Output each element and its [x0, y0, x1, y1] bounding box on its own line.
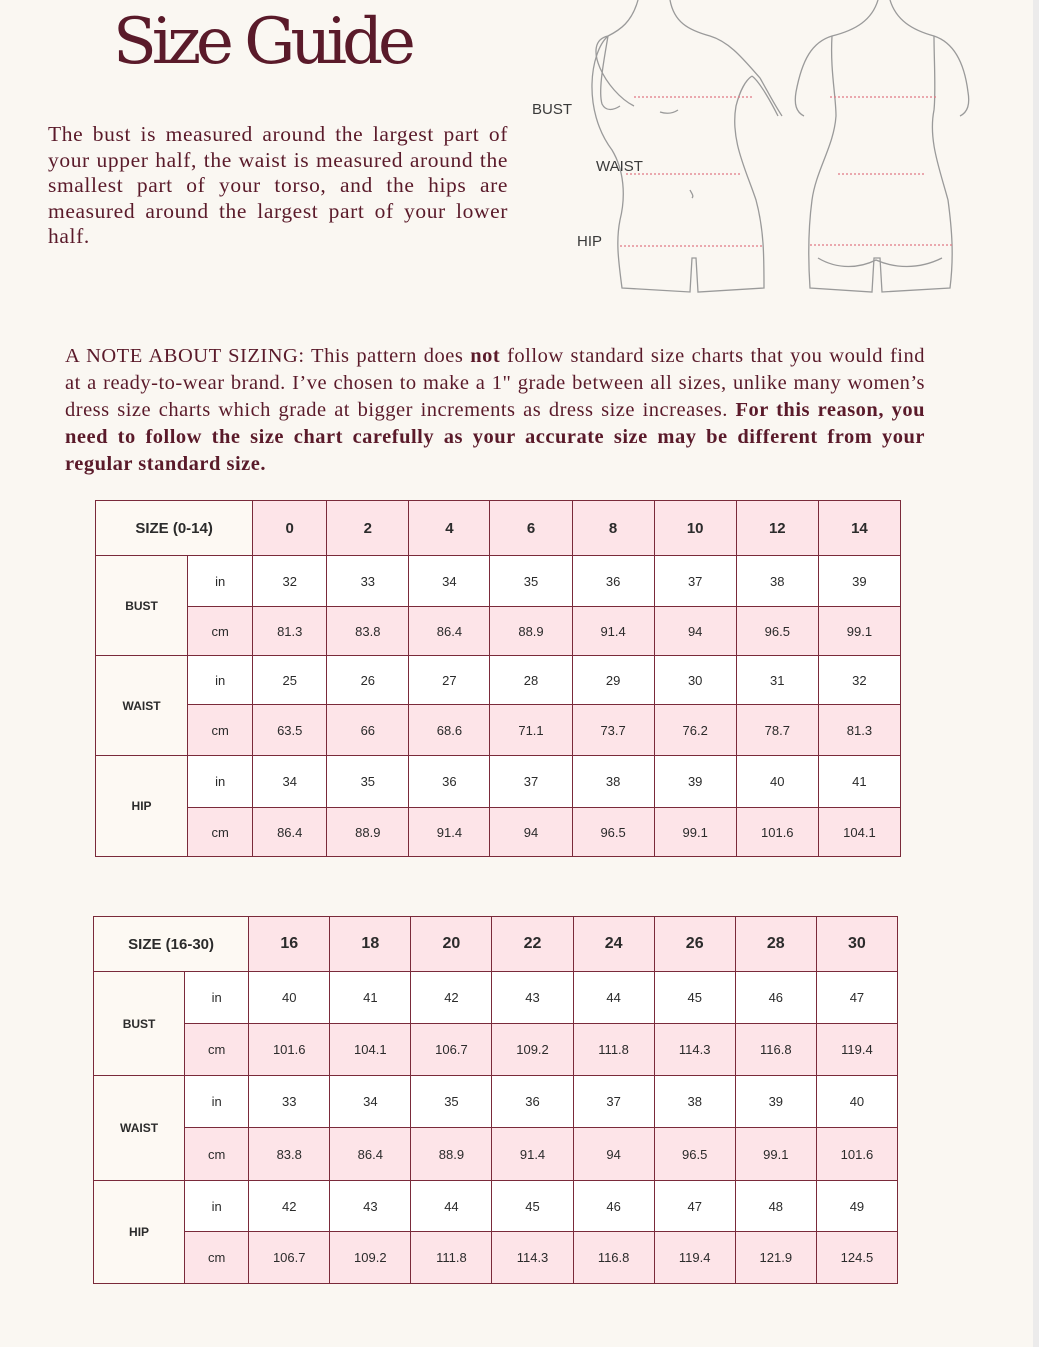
- table-cell: 119.4: [816, 1024, 897, 1076]
- table-cell: 91.4: [492, 1128, 573, 1181]
- table-cell: 81.3: [818, 705, 900, 756]
- unit-label: cm: [185, 1232, 249, 1284]
- back-silhouette: [795, 0, 968, 292]
- table-cell: 86.4: [330, 1128, 411, 1181]
- table-cell: 40: [736, 756, 818, 808]
- table-cell: 35: [327, 756, 409, 808]
- table-cell: 32: [818, 656, 900, 705]
- size-header: 10: [654, 501, 736, 556]
- table-cell: 45: [654, 972, 735, 1024]
- table-cell: 114.3: [654, 1024, 735, 1076]
- table-cell: 25: [253, 656, 327, 705]
- table-cell: 46: [573, 1181, 654, 1232]
- table-cell: 30: [654, 656, 736, 705]
- table-cell: 68.6: [409, 705, 490, 756]
- table-cell: 106.7: [411, 1024, 492, 1076]
- table-cell: 38: [736, 556, 818, 607]
- table-cell: 88.9: [411, 1128, 492, 1181]
- table-cell: 39: [654, 756, 736, 808]
- table-cell: 88.9: [327, 808, 409, 857]
- table-cell: 33: [249, 1076, 330, 1128]
- table-cell: 28: [490, 656, 572, 705]
- table-cell: 32: [253, 556, 327, 607]
- table-cell: 47: [816, 972, 897, 1024]
- table-cell: 34: [330, 1076, 411, 1128]
- unit-label: cm: [185, 1128, 249, 1181]
- table-row: [96, 808, 901, 857]
- table-cell: 29: [572, 656, 654, 705]
- unit-label: in: [185, 1181, 249, 1232]
- table-cell: 42: [411, 972, 492, 1024]
- size-header: 22: [492, 917, 573, 972]
- size-range-label: SIZE (16-30): [94, 917, 249, 972]
- note-emphasis: not: [470, 345, 501, 367]
- table-cell: 99.1: [735, 1128, 816, 1181]
- note-part1: A NOTE ABOUT SIZING: This pattern does: [65, 345, 471, 367]
- table-cell: 116.8: [735, 1024, 816, 1076]
- table-cell: 99.1: [818, 607, 900, 656]
- note-bold-sentence: For this reason, you need to follow the size chart carefully as your accurate size may be different from your regular standard size.: [65, 399, 925, 475]
- table-cell: 31: [736, 656, 818, 705]
- sizing-note: [65, 343, 925, 478]
- front-silhouette: [592, 0, 782, 292]
- table-cell: 94: [490, 808, 572, 857]
- size-header: 20: [411, 917, 492, 972]
- body-silhouettes-illustration: [520, 0, 990, 305]
- size-header: 26: [654, 917, 735, 972]
- unit-label: cm: [185, 1024, 249, 1076]
- measure-label: HIP: [96, 756, 188, 857]
- unit-label: cm: [188, 705, 253, 756]
- table-cell: 116.8: [573, 1232, 654, 1284]
- table-cell: 48: [735, 1181, 816, 1232]
- table-cell: 38: [654, 1076, 735, 1128]
- table-cell: 43: [492, 972, 573, 1024]
- unit-label: cm: [188, 607, 253, 656]
- bust-label: BUST: [532, 101, 573, 118]
- table-cell: 124.5: [816, 1232, 897, 1284]
- table-cell: 73.7: [572, 705, 654, 756]
- measure-label: HIP: [94, 1181, 185, 1284]
- size-header: 24: [573, 917, 654, 972]
- table-cell: 94: [573, 1128, 654, 1181]
- table-row: [94, 972, 898, 1024]
- table-cell: 101.6: [736, 808, 818, 857]
- table-cell: 114.3: [492, 1232, 573, 1284]
- table-cell: 46: [735, 972, 816, 1024]
- note-part2: follow standard size charts that you would find at a ready-to-wear brand. I’ve chosen to make a 1" grade between all sizes, unlike many women’s dress size charts which grade at bigger increments as dress size increases.: [65, 345, 925, 421]
- table-cell: 101.6: [249, 1024, 330, 1076]
- table-row: [96, 756, 901, 808]
- table-cell: 83.8: [327, 607, 409, 656]
- table-cell: 104.1: [330, 1024, 411, 1076]
- table-row: [96, 705, 901, 756]
- table-cell: 91.4: [572, 607, 654, 656]
- measure-label: BUST: [94, 972, 185, 1076]
- table-cell: 111.8: [573, 1024, 654, 1076]
- table-cell: 41: [818, 756, 900, 808]
- unit-label: in: [185, 1076, 249, 1128]
- table-cell: 43: [330, 1181, 411, 1232]
- table-cell: 96.5: [654, 1128, 735, 1181]
- table-cell: 40: [249, 972, 330, 1024]
- table-cell: 71.1: [490, 705, 572, 756]
- table-cell: 106.7: [249, 1232, 330, 1284]
- table-cell: 39: [735, 1076, 816, 1128]
- table-header-row: [96, 501, 901, 556]
- page-title: Size Guide: [113, 5, 411, 79]
- size-header: 2: [327, 501, 409, 556]
- table-cell: 39: [818, 556, 900, 607]
- size-header: 30: [816, 917, 897, 972]
- table-cell: 119.4: [654, 1232, 735, 1284]
- table-cell: 104.1: [818, 808, 900, 857]
- table-cell: 78.7: [736, 705, 818, 756]
- table-cell: 94: [654, 607, 736, 656]
- table-row: [96, 607, 901, 656]
- table-cell: 63.5: [253, 705, 327, 756]
- size-header: 0: [253, 501, 327, 556]
- table-cell: 36: [492, 1076, 573, 1128]
- measure-label: BUST: [96, 556, 188, 656]
- intro-text: The bust is measured around the largest part of your upper half, the waist is measured around the smallest part of your torso, and the hips are measured around the largest part of your lower half.: [48, 122, 508, 248]
- table-cell: 40: [816, 1076, 897, 1128]
- table-row: [94, 1024, 898, 1076]
- table-cell: 35: [411, 1076, 492, 1128]
- table-cell: 37: [573, 1076, 654, 1128]
- table-row: [96, 656, 901, 705]
- size-header: 8: [572, 501, 654, 556]
- table-cell: 81.3: [253, 607, 327, 656]
- table-cell: 37: [490, 756, 572, 808]
- unit-label: cm: [188, 808, 253, 857]
- body-measurement-figure: [520, 0, 990, 305]
- table-cell: 35: [490, 556, 572, 607]
- size-table-0-14: [95, 500, 901, 857]
- table-cell: 45: [492, 1181, 573, 1232]
- table-row: [94, 1128, 898, 1181]
- table-cell: 88.9: [490, 607, 572, 656]
- table-cell: 99.1: [654, 808, 736, 857]
- size-header: 28: [735, 917, 816, 972]
- table-header-row: [94, 917, 898, 972]
- table-cell: 86.4: [409, 607, 490, 656]
- size-header: 14: [818, 501, 900, 556]
- table-cell: 44: [573, 972, 654, 1024]
- unit-label: in: [188, 656, 253, 705]
- table-cell: 96.5: [572, 808, 654, 857]
- size-header: 18: [330, 917, 411, 972]
- table-cell: 33: [327, 556, 409, 607]
- hip-label: HIP: [577, 233, 603, 250]
- table-row: [96, 556, 901, 607]
- size-range-label: SIZE (0-14): [96, 501, 253, 556]
- table-cell: 37: [654, 556, 736, 607]
- size-header: 12: [736, 501, 818, 556]
- unit-label: in: [185, 972, 249, 1024]
- table-cell: 121.9: [735, 1232, 816, 1284]
- table-cell: 42: [249, 1181, 330, 1232]
- size-table-16-30: [93, 916, 898, 1284]
- table-cell: 34: [253, 756, 327, 808]
- measure-lines: [620, 97, 952, 246]
- measure-label: WAIST: [96, 656, 188, 756]
- table-cell: 83.8: [249, 1128, 330, 1181]
- table-cell: 49: [816, 1181, 897, 1232]
- table-cell: 36: [572, 556, 654, 607]
- table-cell: 47: [654, 1181, 735, 1232]
- table-cell: 34: [409, 556, 490, 607]
- unit-label: in: [188, 756, 253, 808]
- table-cell: 38: [572, 756, 654, 808]
- table-cell: 66: [327, 705, 409, 756]
- table-cell: 41: [330, 972, 411, 1024]
- table-row: [94, 1232, 898, 1284]
- table-cell: 86.4: [253, 808, 327, 857]
- page-edge: [1033, 0, 1039, 1347]
- table-row: [94, 1181, 898, 1232]
- table-cell: 36: [409, 756, 490, 808]
- table-cell: 111.8: [411, 1232, 492, 1284]
- table-cell: 44: [411, 1181, 492, 1232]
- table-row: [94, 1076, 898, 1128]
- size-header: 6: [490, 501, 572, 556]
- table-cell: 96.5: [736, 607, 818, 656]
- table-cell: 109.2: [330, 1232, 411, 1284]
- measure-label: WAIST: [94, 1076, 185, 1181]
- table-cell: 27: [409, 656, 490, 705]
- table-cell: 109.2: [492, 1024, 573, 1076]
- table-cell: 101.6: [816, 1128, 897, 1181]
- table-cell: 76.2: [654, 705, 736, 756]
- waist-label: WAIST: [596, 158, 643, 175]
- unit-label: in: [188, 556, 253, 607]
- size-header: 16: [249, 917, 330, 972]
- table-cell: 26: [327, 656, 409, 705]
- size-header: 4: [409, 501, 490, 556]
- table-cell: 91.4: [409, 808, 490, 857]
